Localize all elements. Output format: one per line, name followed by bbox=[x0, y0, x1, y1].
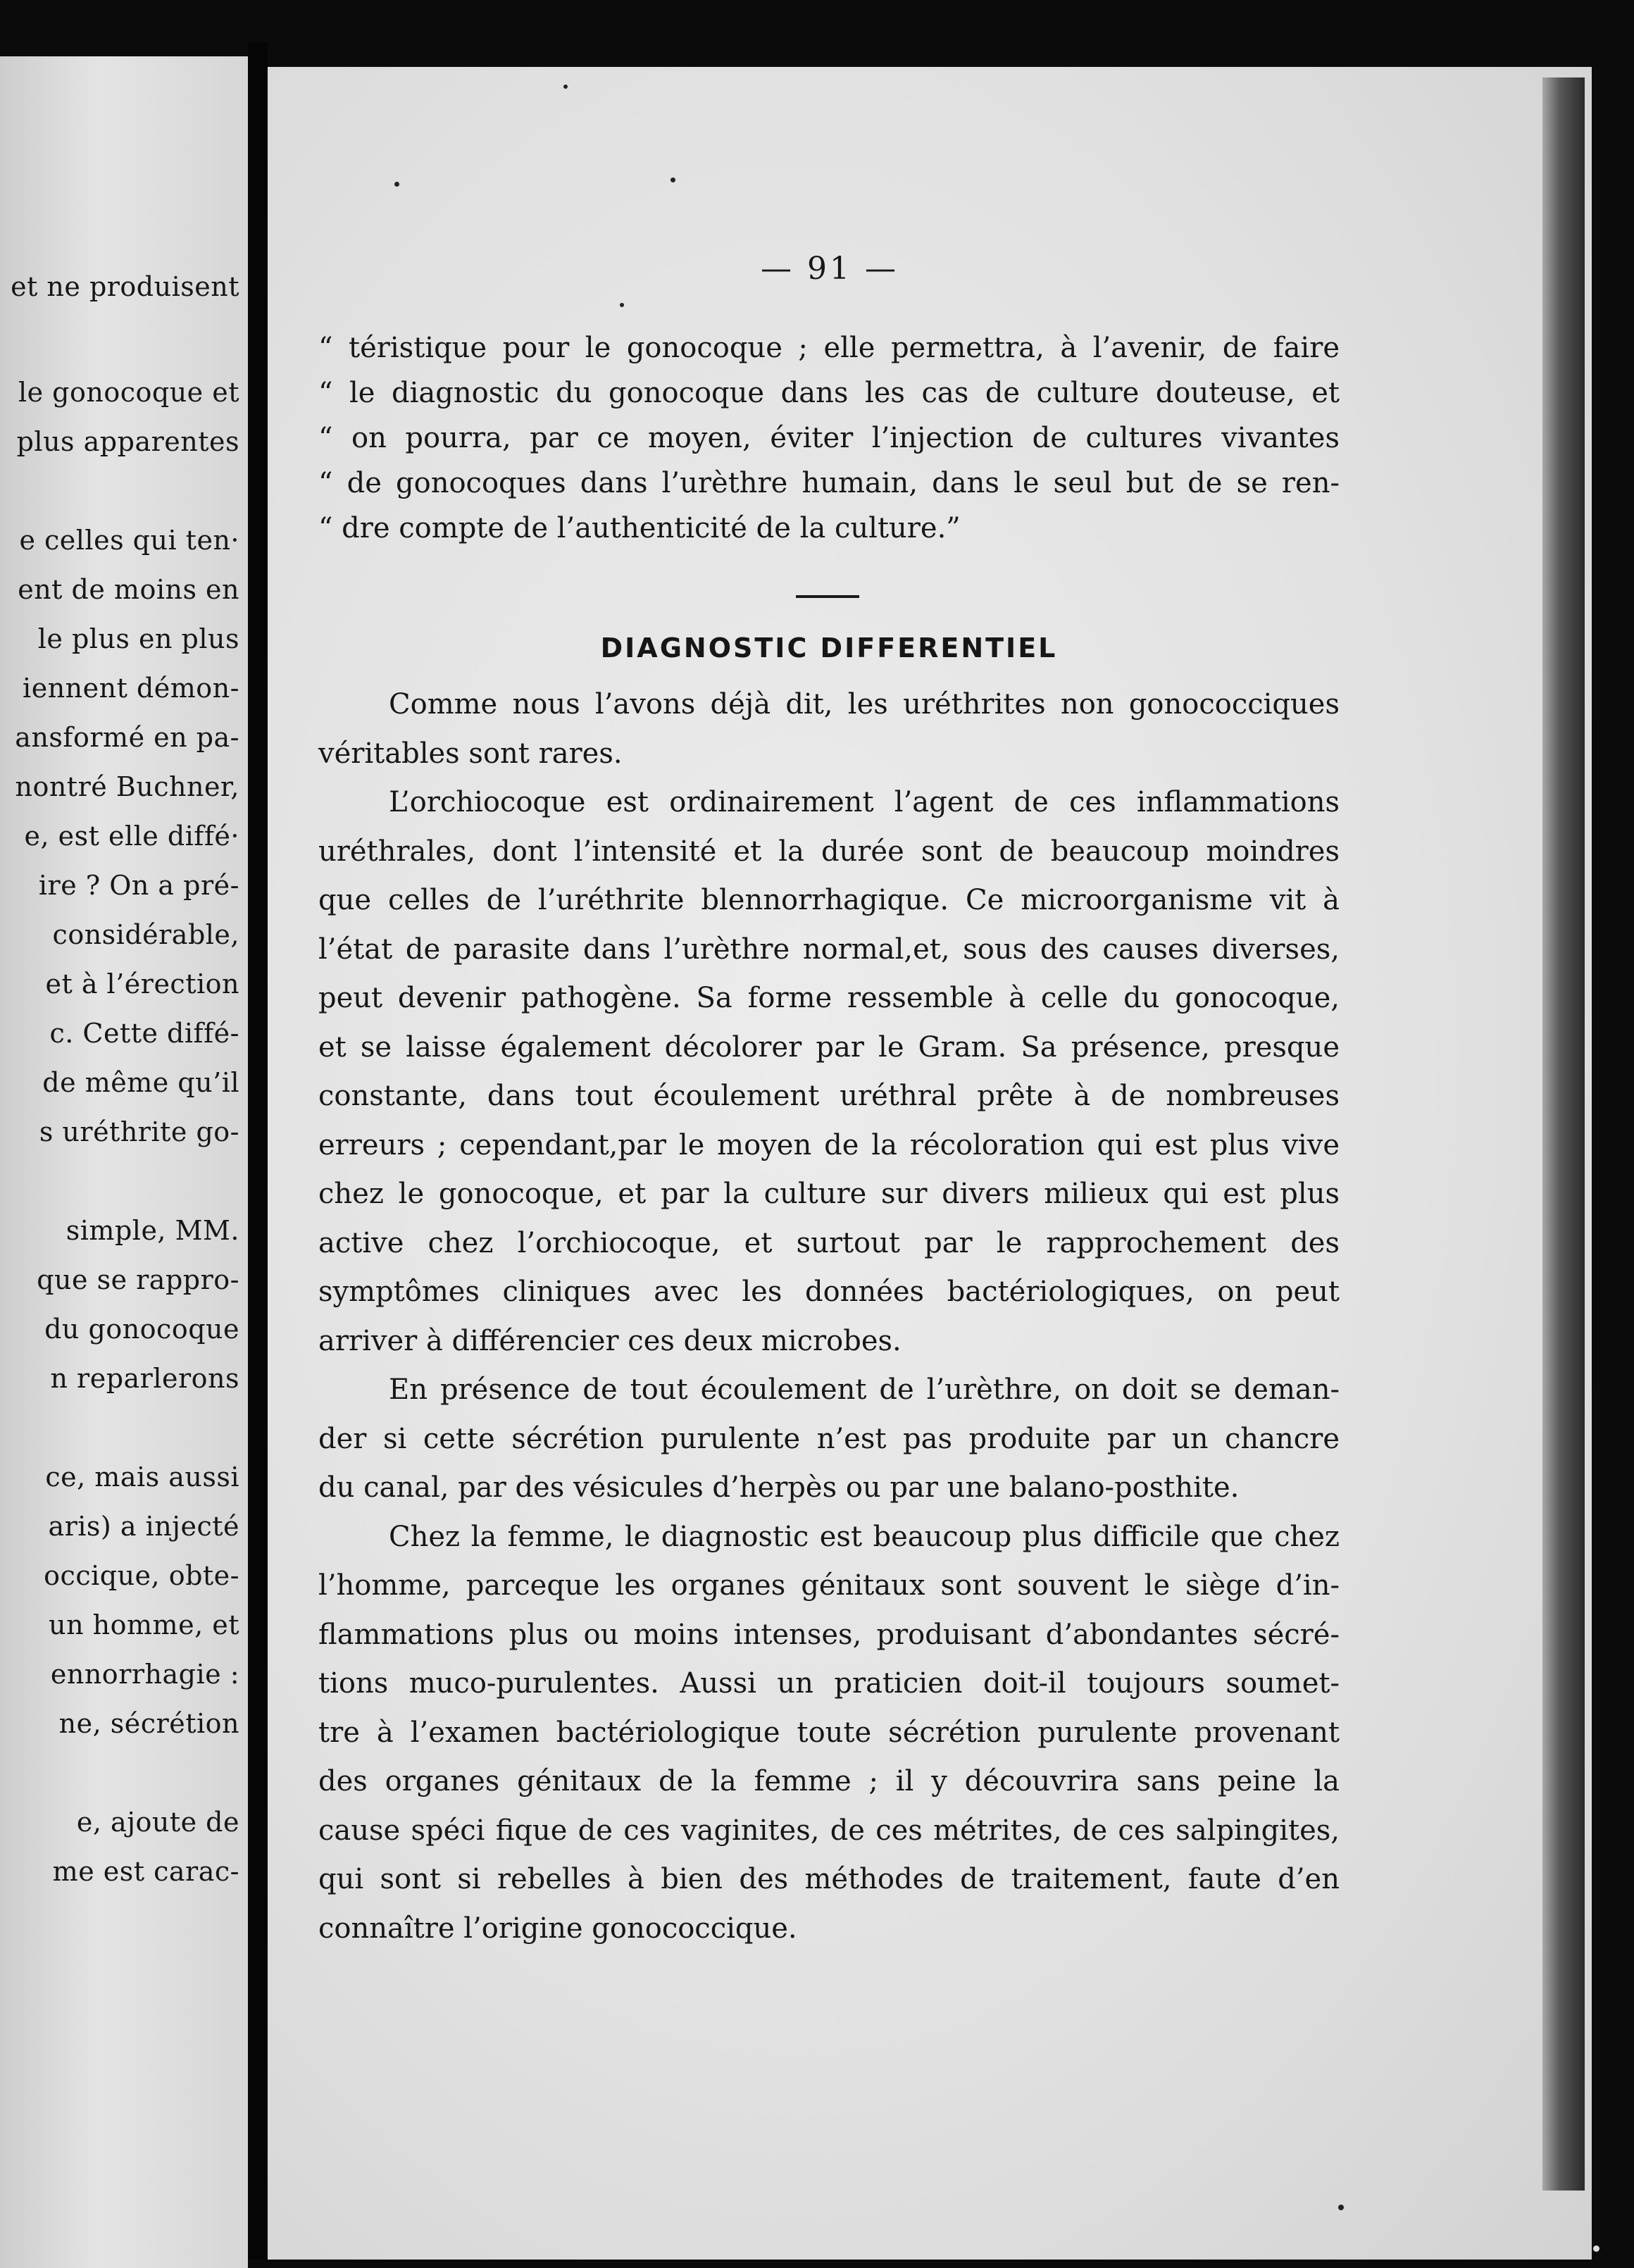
previous-page-line: ne, sécrétion bbox=[58, 1708, 239, 1739]
body-line: qui sont si rebelles à bien des méthodes de traitement, faute d’en bbox=[318, 1863, 1340, 1895]
scan-speck bbox=[563, 85, 568, 89]
previous-page-line: n reparlerons bbox=[50, 1363, 239, 1394]
previous-page-line: e, est elle diffé· bbox=[24, 821, 239, 852]
quote-line: “ on pourra, par ce moyen, éviter l’injection de cultures vivantes bbox=[318, 422, 1340, 454]
quote-line: “ téristique pour le gonocoque ; elle permettra, à l’avenir, de faire bbox=[318, 332, 1340, 364]
body-line: peut devenir pathogène. Sa forme ressemble à celle du gonocoque, bbox=[318, 982, 1340, 1014]
previous-page-line: me est carac- bbox=[52, 1856, 239, 1887]
previous-page-line: considérable, bbox=[52, 919, 239, 950]
body-line: erreurs ; cependant,par le moyen de la récoloration qui est plus vive bbox=[318, 1128, 1340, 1161]
previous-page-line: e, ajoute de bbox=[76, 1807, 239, 1838]
body-line: l’homme, parceque les organes génitaux sont souvent le siège d’in- bbox=[318, 1569, 1340, 1602]
body-line: l’état de parasite dans l’urèthre normal,et, sous des causes diverses, bbox=[318, 933, 1340, 966]
body-line: du canal, par des vésicules d’herpès ou par une balano-posthite. bbox=[318, 1471, 1240, 1504]
previous-page-line: de même qu’il bbox=[42, 1067, 239, 1098]
page-number: — 91 — bbox=[761, 251, 899, 287]
body-line: constante, dans tout écoulement uréthral prête à de nombreuses bbox=[318, 1080, 1340, 1112]
body-line: tre à l’examen bactériologique toute sécrétion purulente provenant bbox=[318, 1716, 1340, 1749]
quote-line: “ dre compte de l’authenticité de la culture.” bbox=[318, 512, 961, 544]
page-gutter bbox=[248, 42, 268, 2260]
body-line: des organes génitaux de la femme ; il y découvrira sans peine la bbox=[318, 1765, 1340, 1797]
body-line: uréthrales, dont l’intensité et la durée sont de beaucoup moindres bbox=[318, 835, 1340, 868]
previous-page-line: ansformé en pa- bbox=[15, 722, 239, 753]
body-line: Chez la femme, le diagnostic est beaucoup plus difficile que chez bbox=[389, 1520, 1340, 1553]
previous-page-line: que se rappro- bbox=[37, 1264, 239, 1295]
body-line: chez le gonocoque, et par la culture sur divers milieux qui est plus bbox=[318, 1178, 1340, 1210]
previous-page-line: s uréthrite go- bbox=[39, 1116, 239, 1147]
body-line: active chez l’orchiocoque, et surtout par le rapprochement des bbox=[318, 1226, 1340, 1259]
body-line: véritables sont rares. bbox=[318, 737, 623, 770]
previous-page-line: du gonocoque bbox=[44, 1314, 239, 1345]
body-line: L’orchiocoque est ordinairement l’agent de ces inflammations bbox=[389, 786, 1340, 818]
scan-speck bbox=[620, 303, 624, 307]
body-line: que celles de l’uréthrite blennorrhagique. Ce microorganisme vit à bbox=[318, 884, 1340, 916]
page-edge-shadow bbox=[1542, 77, 1585, 2191]
previous-page-line: un homme, et bbox=[49, 1609, 239, 1640]
previous-page-line: simple, MM. bbox=[66, 1215, 239, 1246]
body-line: flammations plus ou moins intenses, produisant d’abondantes sécré- bbox=[318, 1618, 1340, 1651]
previous-page-line: le plus en plus bbox=[37, 623, 239, 654]
previous-page-line: ent de moins en bbox=[18, 574, 239, 605]
quotation-block bbox=[318, 325, 1340, 551]
body-line: der si cette sécrétion purulente n’est pas produite par un chancre bbox=[318, 1422, 1340, 1455]
quote-line: “ le diagnostic du gonocoque dans les cas de culture douteuse, et bbox=[318, 377, 1340, 409]
body-text bbox=[318, 680, 1340, 1953]
body-line: symptômes cliniques avec les données bactériologiques, on peut bbox=[318, 1276, 1340, 1308]
scan-speck bbox=[671, 177, 675, 182]
body-line: arriver à différencier ces deux microbes. bbox=[318, 1324, 902, 1357]
previous-page-text bbox=[0, 56, 248, 2268]
quote-line: “ de gonocoques dans l’urèthre humain, dans le seul but de se ren- bbox=[318, 467, 1340, 499]
previous-page-line: et à l’érection bbox=[45, 968, 239, 999]
scan-speck bbox=[1593, 2245, 1599, 2252]
section-heading: DIAGNOSTIC DIFFERENTIEL bbox=[600, 633, 1058, 663]
previous-page-line: ire ? On a pré- bbox=[38, 870, 239, 901]
previous-page-line: ennorrhagie : bbox=[50, 1659, 239, 1690]
previous-page-line: ce, mais aussi bbox=[45, 1462, 239, 1493]
body-line: connaître l’origine gonococcique. bbox=[318, 1912, 797, 1945]
previous-page-line: le gonocoque et bbox=[18, 377, 239, 408]
scan-speck bbox=[394, 182, 399, 187]
body-line: tions muco-purulentes. Aussi un praticien doit-il toujours soumet- bbox=[318, 1667, 1340, 1700]
previous-page-line: aris) a injecté bbox=[48, 1511, 239, 1542]
previous-page-fragment bbox=[0, 56, 248, 2268]
body-line: Comme nous l’avons déjà dit, les uréthrites non gonococciques bbox=[389, 688, 1340, 721]
scan-speck bbox=[1338, 2205, 1344, 2210]
previous-page-line: c. Cette diffé- bbox=[49, 1018, 239, 1049]
body-line: cause spéci fique de ces vaginites, de ces métrites, de ces salpingites, bbox=[318, 1814, 1340, 1847]
body-line: et se laisse également décolorer par le Gram. Sa présence, presque bbox=[318, 1030, 1340, 1064]
previous-page-line: plus apparentes bbox=[16, 426, 239, 457]
body-line: En présence de tout écoulement de l’urèthre, on doit se deman- bbox=[389, 1373, 1340, 1406]
previous-page-line: et ne produisent bbox=[11, 271, 239, 302]
previous-page-line: nontré Buchner, bbox=[15, 771, 239, 802]
previous-page-line: iennent démon- bbox=[23, 673, 239, 704]
section-divider bbox=[796, 595, 859, 598]
previous-page-line: e celles qui ten· bbox=[19, 525, 239, 556]
previous-page-line: occique, obte- bbox=[44, 1560, 239, 1591]
